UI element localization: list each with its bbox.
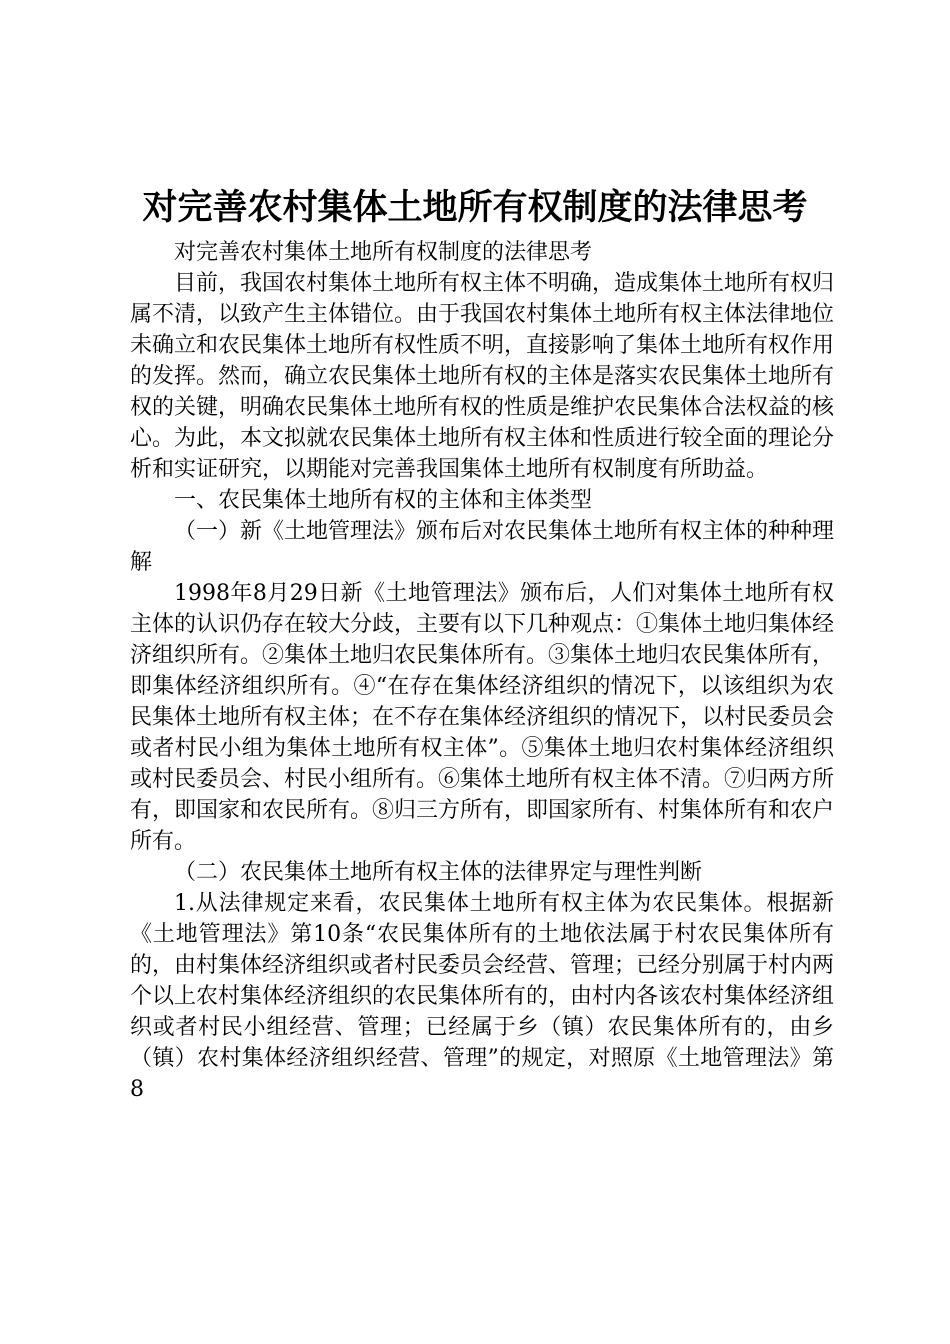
subsection-heading-2: （二）农民集体土地所有权主体的法律界定与理性判断 [174,860,703,885]
paragraph-intro: 目前，我国农村集体土地所有权主体不明确，造成集体土地所有权归属不清，以致产生主体错位。由于我国农村集体土地所有权主体法律地位未确立和农民集体土地所有权性质不明，直接影响了集体土地所有权作用的发挥。然而，确立农民集体土地所有权的主体是落实农民集体土地所有权的关键，明确农民集体土地所有权的性质是维护农民集体合法权益的核心。为此，本文拟就农民集体土地所有权主体和性质进行较全面的理论分析和实证研究，以期能对完善我国集体土地所有权制度有所助益。 [130,271,835,482]
paragraph-subtitle: 对完善农村集体土地所有权制度的法律思考 [174,240,593,265]
subsection-heading-1: （一）新《土地管理法》颁布后对农民集体土地所有权主体的种种理解 [130,519,835,575]
paragraph-legal-definition: 1.从法律规定来看，农民集体土地所有权主体为农民集体。根据新《土地管理法》第10条“农民集体所有的土地依法属于村农民集体所有的，由村集体经济组织或者村民委员会经营、管理；已经分别属于村内两个以上农村集体经济组织的农民集体所有的，由村内各该农村集体经济组织或者村民小组经营、管理；已经属于乡（镇）农民集体所有的，由乡（镇）农村集体经济组织经营、管理”的规定，对照原《土地管理法》第8 [130,891,835,1102]
document-title: 对完善农村集体土地所有权制度的法律思考 [142,187,808,228]
section-heading-1: 一、农民集体土地所有权的主体和主体类型 [174,488,593,513]
paragraph-views: 1998年8月29日新《土地管理法》颁布后，人们对集体土地所有权主体的认识仍存在较大分歧，主要有以下几种观点：①集体土地归集体经济组织所有。②集体土地归农民集体所有。③集体土地归农民集体所有，即集体经济组织所有。④“在存在集体经济组织的情况下，以该组织为农民集体土地所有权主体；在不存在集体经济组织的情况下，以村民委员会或者村民小组为集体土地所有权主体”。⑤集体土地归农村集体经济组织或村民委员会、村民小组所有。⑥集体土地所有权主体不清。⑦归两方所有，即国家和农民所有。⑧归三方所有，即国家所有、村集体所有和农户所有。 [130,581,835,854]
document-body [130,237,834,1105]
